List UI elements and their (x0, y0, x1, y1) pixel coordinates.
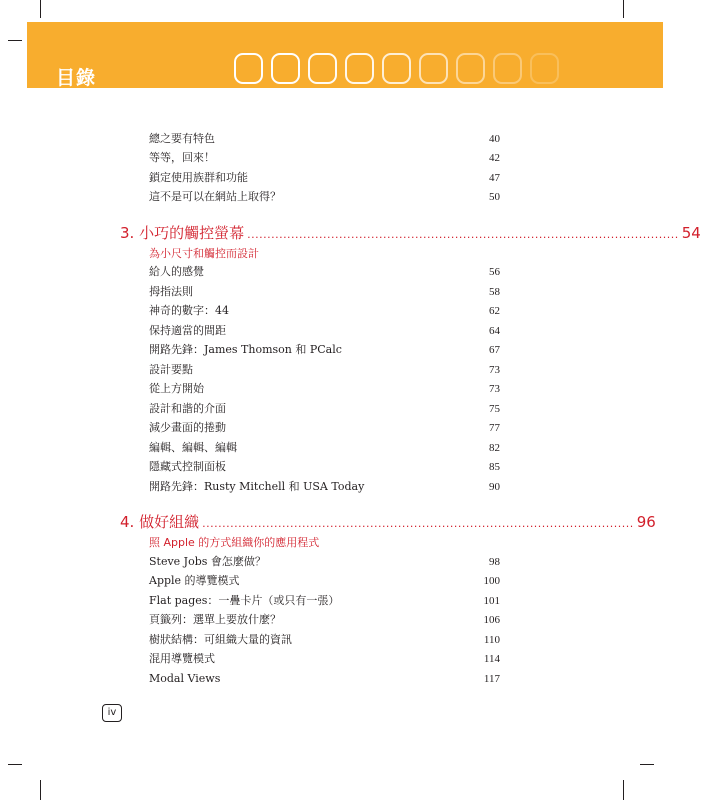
toc-entry-page: 77 (489, 422, 500, 434)
toc-entry-page: 64 (489, 325, 500, 337)
toc-entry[interactable] (149, 438, 500, 458)
toc-entry[interactable] (149, 418, 500, 438)
toc-entry-page: 58 (489, 286, 500, 298)
toc-entry-page: 82 (489, 442, 500, 454)
toc-entry-title: 頁籤列：選單上要放什麼？ (149, 613, 281, 626)
toc-entry-title: 混用導覽模式 (149, 652, 215, 665)
toc-entry-page: 90 (489, 481, 500, 493)
toc-entry-title: 開路先鋒：Rusty Mitchell 和 USA Today (149, 480, 365, 493)
toc-entry-page: 73 (489, 383, 500, 395)
toc-entry-title: Steve Jobs 會怎麼做？ (149, 555, 266, 568)
toc-entry-title: 設計和諧的介面 (149, 402, 226, 415)
toc-entry[interactable] (149, 148, 500, 168)
toc-entry-title: 神奇的數字：44 (149, 304, 229, 317)
toc-entry[interactable] (149, 360, 500, 380)
toc-entry-title: 設計要點 (149, 363, 193, 376)
toc-entry-page: 98 (489, 556, 500, 568)
decorative-rounded-box (419, 53, 448, 84)
crop-mark-bottom-left-v (40, 780, 41, 800)
toc-entry-title: 總之要有特色 (149, 132, 215, 145)
chapter-title: 3. 小巧的觸控螢幕 (120, 224, 245, 242)
crop-mark-bottom-right-h (640, 764, 654, 765)
toc-entry[interactable] (149, 187, 500, 207)
decorative-rounded-box (234, 53, 263, 84)
crop-mark-top-left-h (8, 40, 22, 41)
toc-entry-title: Modal Views (149, 672, 221, 685)
toc-entry[interactable] (149, 457, 500, 477)
toc-entry-page: 47 (489, 172, 500, 184)
crop-mark-top-left-v (40, 0, 41, 18)
crop-mark-top-right-v (623, 0, 624, 18)
toc-entry-title: 鎖定使用族群和功能 (149, 171, 248, 184)
page-number-badge: iv (102, 704, 122, 722)
toc-entry[interactable] (149, 630, 500, 650)
chapter-page: 96 (636, 513, 656, 531)
toc-entry-page: 42 (489, 152, 500, 164)
toc-entry[interactable] (149, 129, 500, 149)
toc-entry-title: 等等，回來！ (149, 151, 215, 164)
chapter-heading[interactable] (120, 510, 656, 534)
toc-entry-title: 給人的感覺 (149, 265, 204, 278)
decorative-rounded-box (382, 53, 411, 84)
dot-leader: ............................................................................................................ (202, 517, 634, 530)
toc-entry-title: 開路先鋒：James Thomson 和 PCalc (149, 343, 342, 356)
toc-entry[interactable] (149, 321, 500, 341)
toc-entry-title: 編輯、編輯、編輯 (149, 441, 237, 454)
toc-entry[interactable] (149, 552, 500, 572)
toc-entry[interactable] (149, 282, 500, 302)
toc-entry[interactable] (149, 477, 500, 497)
section-subheading: 為小尺寸和觸控而設計 (149, 247, 259, 260)
decorative-rounded-box (345, 53, 374, 84)
toc-entry-page: 56 (489, 266, 500, 278)
toc-entry[interactable] (149, 649, 500, 669)
toc-entry-page: 101 (483, 595, 500, 607)
toc-entry-page: 117 (483, 673, 500, 685)
toc-entry[interactable] (149, 168, 500, 188)
decorative-rounded-box (456, 53, 485, 84)
toc-entry-title: 隱藏式控制面板 (149, 460, 226, 473)
toc-entry[interactable] (149, 571, 500, 591)
toc-entry[interactable] (149, 399, 500, 419)
toc-entry-title: Apple 的導覽模式 (149, 574, 240, 587)
toc-entry-title: 減少畫面的捲動 (149, 421, 226, 434)
toc-entry-title: Flat pages：一疊卡片（或只有一張） (149, 594, 340, 607)
chapter-title: 4. 做好組織 (120, 513, 200, 531)
toc-entry[interactable] (149, 591, 500, 611)
toc-entry-page: 50 (489, 191, 500, 203)
decorative-rounded-box (308, 53, 337, 84)
toc-entry-title: 這不是可以在網站上取得？ (149, 190, 281, 203)
toc-entry[interactable] (149, 262, 500, 282)
decorative-rounded-box (271, 53, 300, 84)
toc-entry-title: 保持適當的間距 (149, 324, 226, 337)
dot-leader: ............................................................................................................ (247, 228, 679, 241)
toc-entry[interactable] (149, 610, 500, 630)
toc-entry[interactable] (149, 379, 500, 399)
toc-entry-page: 114 (483, 653, 500, 665)
toc-entry-title: 從上方開始 (149, 382, 204, 395)
toc-entry-page: 67 (489, 344, 500, 356)
toc-entry-page: 73 (489, 364, 500, 376)
decorative-rounded-box (493, 53, 522, 84)
toc-entry-title: 拇指法則 (149, 285, 193, 298)
toc-entry[interactable] (149, 340, 500, 360)
chapter-page: 54 (681, 224, 701, 242)
toc-entry-page: 40 (489, 133, 500, 145)
toc-entry[interactable] (149, 669, 500, 689)
section-subheading: 照 Apple 的方式組織你的應用程式 (149, 536, 320, 549)
toc-entry-page: 85 (489, 461, 500, 473)
toc-entry-page: 75 (489, 403, 500, 415)
toc-entry-page: 106 (483, 614, 500, 626)
page-title: 目錄 (56, 67, 97, 89)
crop-mark-bottom-right-v (623, 780, 624, 800)
decorative-rounded-box (530, 53, 559, 84)
toc-entry-page: 100 (483, 575, 500, 587)
toc-entry-page: 110 (483, 634, 500, 646)
chapter-heading[interactable] (120, 221, 701, 245)
toc-entry[interactable] (149, 301, 500, 321)
crop-mark-bottom-left-h (8, 764, 22, 765)
toc-entry-page: 62 (489, 305, 500, 317)
toc-entry-title: 樹狀結構：可組織大量的資訊 (149, 633, 292, 646)
